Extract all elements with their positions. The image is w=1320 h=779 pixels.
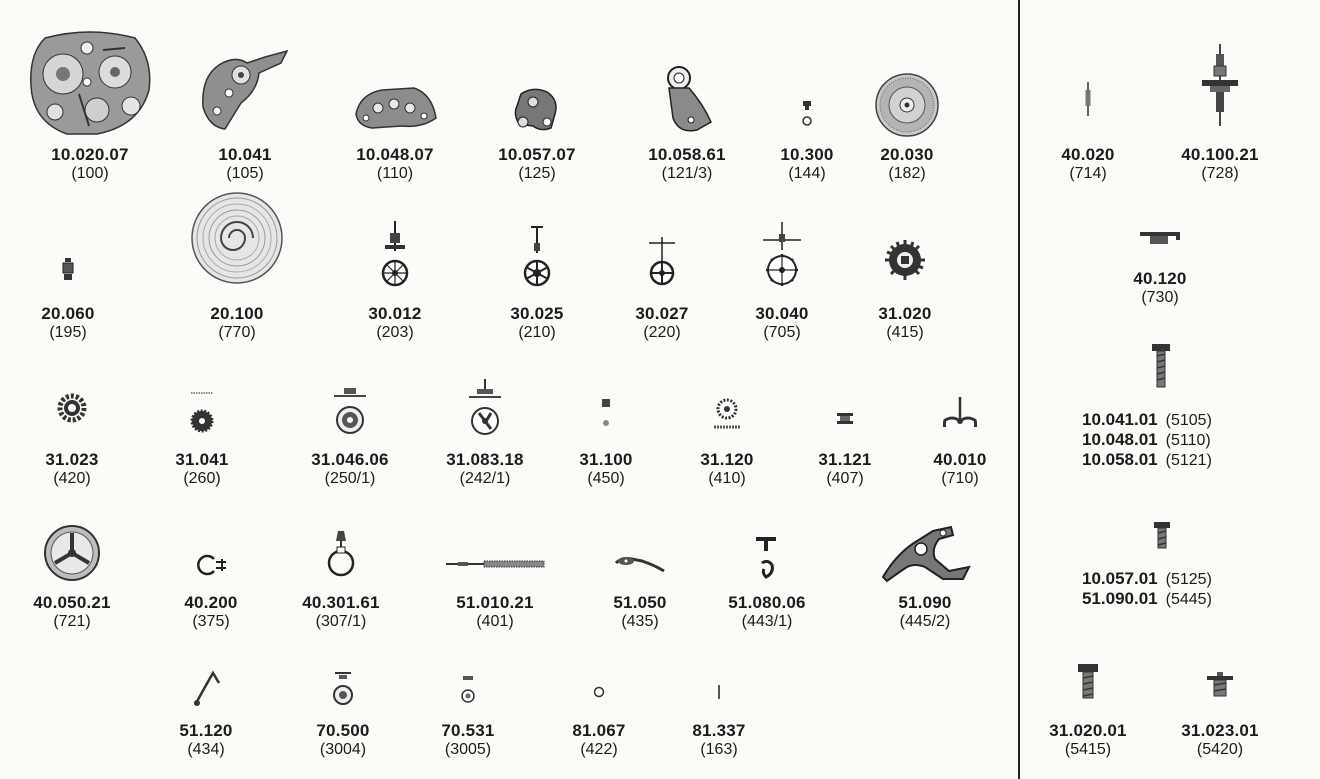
part-ref: (144): [788, 165, 826, 182]
screw-ref: (5110): [1165, 432, 1211, 449]
part-number: 20.100: [210, 304, 264, 323]
part-number: 10.300: [780, 145, 834, 164]
pallet-fork-icon: [885, 388, 1035, 438]
arbor-icon: [0, 250, 143, 290]
part-ref: (100): [71, 165, 109, 182]
part-ref: (420): [53, 470, 91, 487]
part-ref: (410): [708, 470, 746, 487]
part-item[interactable]: [0, 378, 147, 508]
part-item[interactable]: [162, 210, 312, 350]
part-ref: (210): [518, 324, 556, 341]
part-ref: (730): [1141, 289, 1179, 306]
part-ref: (242/1): [459, 470, 511, 487]
screw-ref: (5445): [1165, 591, 1212, 608]
screw-group-2: [1082, 569, 1320, 609]
part-ref: (125): [518, 165, 556, 182]
pin-icon: [1013, 76, 1163, 122]
part-item[interactable]: [850, 510, 1000, 635]
part-number: 51.050: [613, 593, 667, 612]
part-item[interactable]: [420, 510, 570, 635]
screw-ref: (5105): [1165, 412, 1212, 429]
part-number: 30.025: [510, 304, 564, 323]
part-ref: (163): [700, 741, 738, 758]
screw-icon: [1152, 520, 1172, 555]
part-ref: (220): [643, 324, 681, 341]
part-item[interactable]: [0, 210, 143, 350]
part-ref: (450): [587, 470, 625, 487]
part-ref: (728): [1201, 165, 1239, 182]
balance-staff-icon: [1145, 44, 1295, 126]
screw-row[interactable]: [1082, 450, 1320, 470]
regulator-icon: [266, 524, 416, 584]
mainspring-icon: [162, 188, 312, 288]
part-number: 40.100.21: [1181, 145, 1259, 164]
balance-wheel-icon: [0, 522, 147, 584]
part-number: 31.020: [878, 304, 932, 323]
part-item[interactable]: [320, 210, 470, 350]
setting-lever-icon: [692, 534, 842, 582]
part-number: 31.023.01: [1181, 721, 1259, 740]
part-item[interactable]: [692, 510, 842, 635]
part-item[interactable]: [1085, 218, 1235, 318]
part-number: 31.046.06: [311, 450, 389, 469]
part-item[interactable]: [832, 28, 982, 188]
screw-number: 51.090.01: [1082, 589, 1158, 608]
lever-spring-icon: [131, 666, 281, 712]
ratchet-wheel-icon: [830, 232, 980, 288]
bridge-icon: [320, 78, 470, 138]
part-number: 70.531: [441, 721, 495, 740]
part-ref: (434): [187, 741, 225, 758]
part-number: 51.090: [898, 593, 952, 612]
part-ref: (5415): [1064, 741, 1112, 758]
part-ref: (203): [376, 324, 414, 341]
jewel-icon: [393, 670, 543, 710]
part-ref: (407): [826, 470, 864, 487]
screw-icon: [1145, 664, 1295, 704]
screw-number: 10.057.01: [1082, 569, 1158, 588]
part-number: 51.010.21: [456, 593, 534, 612]
part-item[interactable]: [320, 28, 470, 188]
part-number: 31.120: [700, 450, 754, 469]
part-item[interactable]: [275, 378, 425, 508]
bridge-icon: [170, 42, 320, 138]
stud-icon: [1085, 218, 1235, 258]
part-ref: (182): [888, 165, 926, 182]
part-ref: (710): [941, 470, 979, 487]
part-number: 10.048.07: [356, 145, 434, 164]
part-ref: (445/2): [899, 613, 951, 630]
part-number: 70.500: [316, 721, 370, 740]
part-ref: (375): [192, 613, 230, 630]
part-ref: (260): [183, 470, 221, 487]
pin-icon: [644, 680, 794, 704]
part-number: 40.010: [933, 450, 987, 469]
part-item[interactable]: [0, 510, 147, 635]
part-ref: (3004): [319, 741, 367, 758]
part-item[interactable]: [644, 660, 794, 770]
part-ref: (770): [218, 324, 256, 341]
screw-number: 10.048.01: [1082, 430, 1158, 449]
part-number: 10.041: [218, 145, 272, 164]
part-ref: (3005): [444, 741, 492, 758]
part-number: 20.030: [880, 145, 934, 164]
part-item[interactable]: [127, 378, 277, 508]
part-ref: (195): [49, 324, 87, 341]
part-item[interactable]: [1013, 28, 1163, 188]
part-number: 31.023: [45, 450, 99, 469]
part-ref: (105): [226, 165, 264, 182]
part-number: 40.050.21: [33, 593, 111, 612]
part-number: 10.057.07: [498, 145, 576, 164]
screw-number: 10.058.01: [1082, 450, 1158, 469]
part-number: 51.080.06: [728, 593, 806, 612]
part-item[interactable]: [1145, 28, 1295, 188]
part-ref: (121/3): [661, 165, 713, 182]
screw-row[interactable]: [1082, 589, 1320, 609]
bridge-icon: [462, 80, 612, 138]
part-ref: (422): [580, 741, 618, 758]
part-number: 20.060: [41, 304, 95, 323]
part-item[interactable]: [131, 660, 281, 770]
part-number: 30.012: [368, 304, 422, 323]
part-ref: (401): [476, 613, 514, 630]
part-number: 81.067: [572, 721, 626, 740]
part-item[interactable]: [885, 378, 1035, 508]
screw-row[interactable]: [1082, 410, 1320, 430]
part-item[interactable]: [15, 28, 165, 188]
cannon-pinion-icon: [275, 384, 425, 438]
part-number: 30.040: [755, 304, 809, 323]
part-number: 40.020: [1061, 145, 1115, 164]
screw-group-1: [1082, 410, 1320, 470]
part-number: 40.200: [184, 593, 238, 612]
movement-plate-icon: [15, 28, 165, 138]
part-number: 30.027: [635, 304, 689, 323]
pinion-icon: [127, 388, 277, 438]
part-number: 31.100: [579, 450, 633, 469]
part-number: 31.083.18: [446, 450, 524, 469]
part-number: 31.121: [818, 450, 872, 469]
part-number: 40.301.61: [302, 593, 380, 612]
part-ref: (307/1): [315, 613, 367, 630]
part-item[interactable]: [1145, 650, 1295, 770]
part-item[interactable]: [830, 210, 980, 350]
part-ref: (110): [376, 165, 414, 182]
part-number: 31.020.01: [1049, 721, 1127, 740]
part-ref: (443/1): [741, 613, 793, 630]
part-number: 40.120: [1133, 269, 1187, 288]
stud-icon: [136, 546, 286, 584]
screw-icon: [1013, 656, 1163, 708]
part-item[interactable]: [393, 660, 543, 770]
part-item[interactable]: [136, 510, 286, 635]
screw-row[interactable]: [1082, 569, 1320, 589]
screw-ref: (5125): [1165, 571, 1212, 588]
part-number: 81.337: [692, 721, 746, 740]
yoke-icon: [850, 520, 1000, 586]
barrel-icon: [832, 72, 982, 138]
part-item[interactable]: [462, 28, 612, 188]
wheel-icon: [320, 218, 470, 290]
part-ref: (250/1): [324, 470, 376, 487]
winding-stem-icon: [420, 552, 570, 576]
part-ref: (714): [1069, 165, 1107, 182]
part-ref: (721): [53, 613, 91, 630]
screw-row[interactable]: [1082, 430, 1320, 450]
part-ref: (435): [621, 613, 659, 630]
crown-wheel-icon: [0, 388, 147, 428]
part-ref: (415): [886, 324, 924, 341]
part-number: 51.120: [179, 721, 233, 740]
screw-ref: (5121): [1165, 452, 1212, 469]
screw-icon: [1150, 342, 1172, 395]
part-number: 31.041: [175, 450, 229, 469]
part-number: 10.058.61: [648, 145, 726, 164]
part-item[interactable]: [170, 28, 320, 188]
part-item[interactable]: [1013, 650, 1163, 770]
part-number: 10.020.07: [51, 145, 129, 164]
part-ref: (5420): [1196, 741, 1244, 758]
screw-number: 10.041.01: [1082, 410, 1158, 429]
part-item[interactable]: [266, 510, 416, 635]
part-ref: (705): [763, 324, 801, 341]
